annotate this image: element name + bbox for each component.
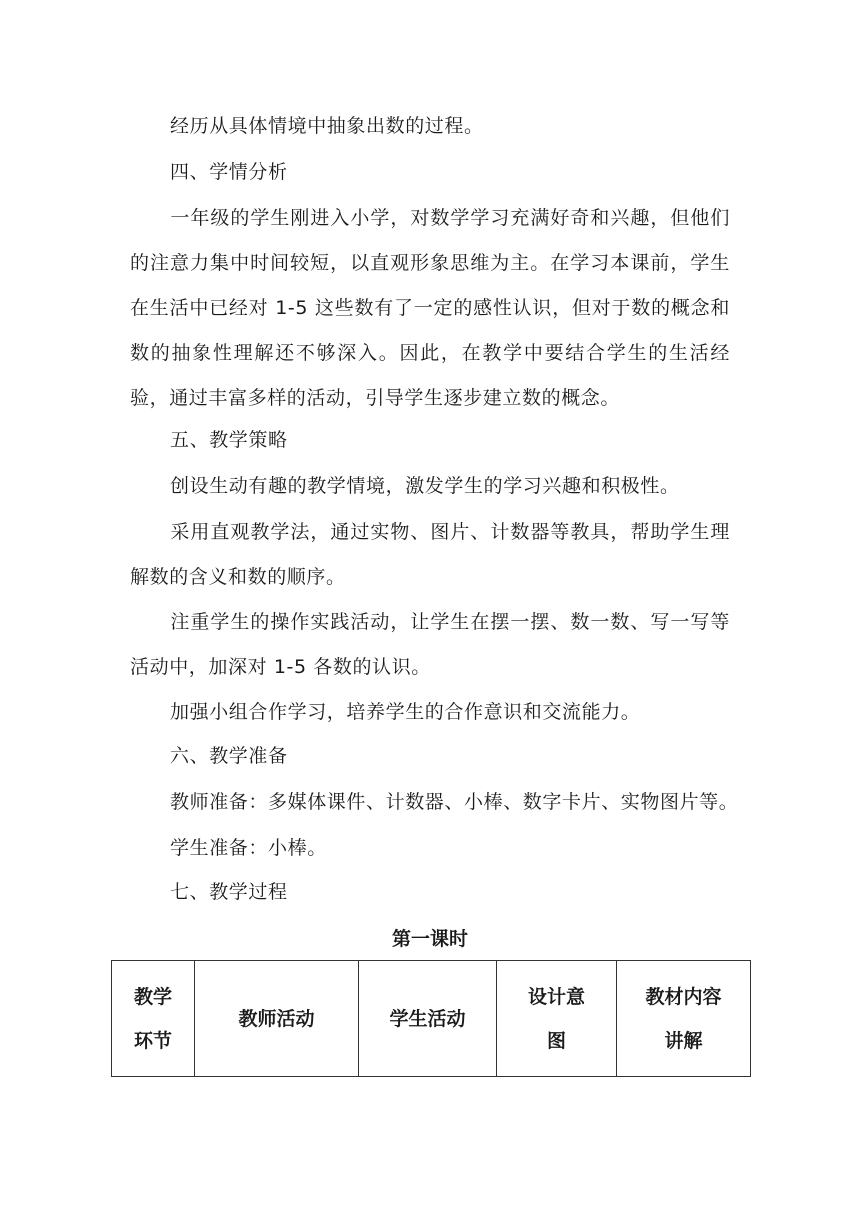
- header-stage: [112, 961, 195, 1077]
- paragraph-strategy-1: 创设生动有趣的教学情境，激发学生的学习兴趣和积极性。: [170, 475, 680, 497]
- header-design-intent: [497, 961, 617, 1077]
- paragraph-student-preparation: 学生准备：小棒。: [170, 837, 327, 859]
- paragraph-learner-analysis-text: 一年级的学生刚进入小学，对数学学习充满好奇和兴趣，但他们的注意力集中时间较短，以直观形象思维为主。在学习本课前，学生在生活中已经对 1-5 这些数有了一定的感性认识，但对于数的概念和数的抽象性理解还不够深入。因此，在教学中要结合学生的生活经验，通过丰富多样的活动，引导学生逐步建立数的概念。: [130, 207, 730, 409]
- paragraph-goal-continuation: 经历从具体情境中抽象出数的过程。: [170, 115, 484, 137]
- section-heading-preparation: 六、教学准备: [170, 745, 288, 767]
- header-student-activity: 学生活动: [359, 961, 497, 1077]
- section-heading-teaching-process: 七、教学过程: [170, 881, 288, 903]
- lesson-table: [111, 960, 751, 1077]
- table-title: 第一课时: [391, 928, 468, 950]
- paragraph-teacher-preparation: 教师准备：多媒体课件、计数器、小棒、数字卡片、实物图片等。: [170, 791, 739, 813]
- paragraph-strategy-3: [130, 600, 730, 690]
- header-teacher-activity: 教师活动: [195, 961, 359, 1077]
- paragraph-strategy-2: [130, 510, 730, 600]
- header-stage-line1: 教学: [133, 985, 172, 1008]
- section-heading-learner-analysis: 四、学情分析: [170, 161, 288, 183]
- paragraph-strategy-3-text: 注重学生的操作实践活动，让学生在摆一摆、数一数、写一写等活动中，加深对 1-5 各数的认识。: [130, 611, 730, 678]
- table-header-row: [112, 961, 751, 1077]
- header-design-intent-line1: 设计意: [527, 985, 585, 1008]
- header-content-line2: 讲解: [664, 1029, 703, 1052]
- header-stage-line2: 环节: [133, 1029, 172, 1052]
- paragraph-strategy-2-text: 采用直观教学法，通过实物、图片、计数器等教具，帮助学生理解数的含义和数的顺序。: [130, 521, 730, 588]
- paragraph-learner-analysis: [130, 196, 730, 421]
- section-heading-teaching-strategy: 五、教学策略: [170, 429, 288, 451]
- header-design-intent-line2: 图: [546, 1029, 566, 1052]
- paragraph-strategy-4: 加强小组合作学习，培养学生的合作意识和交流能力。: [170, 701, 641, 723]
- header-content-line1: 教材内容: [645, 985, 722, 1008]
- header-content-explanation: [617, 961, 751, 1077]
